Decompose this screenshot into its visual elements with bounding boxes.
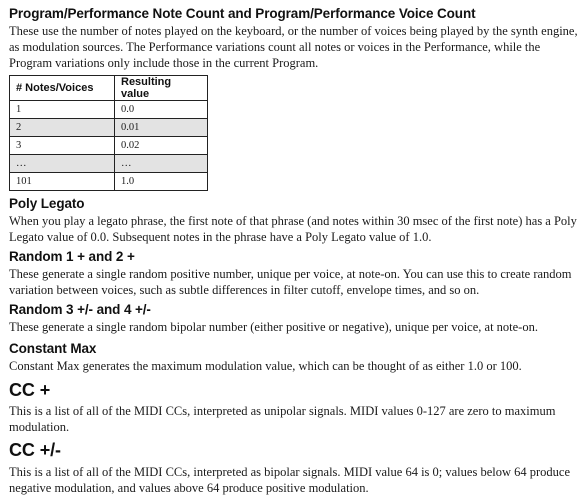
table-cell: 2 <box>10 119 115 137</box>
heading-poly-legato: Poly Legato <box>9 196 85 211</box>
table-cell: … <box>10 155 115 173</box>
table-row <box>10 119 208 137</box>
table-row <box>10 173 208 191</box>
table-cell: 0.0 <box>115 101 208 119</box>
table-header-row <box>10 76 208 101</box>
table-cell: 3 <box>10 137 115 155</box>
paragraph-random-3-4: These generate a single random bipolar number (either positive or negative), unique per voice, at note-on. <box>9 320 538 334</box>
table-row <box>10 137 208 155</box>
heading-constant-max: Constant Max <box>9 341 97 356</box>
paragraph-poly-legato: When you play a legato phrase, the first note of that phrase (and notes within 30 msec of the first note) has a Poly Legato value of 0.0. Subsequent notes in the phrase have a Poly Legato value of 1.0. <box>9 214 577 244</box>
table-cell: … <box>115 155 208 173</box>
column-header-notes-voices: # Notes/Voices <box>10 76 115 101</box>
table-cell: 101 <box>10 173 115 191</box>
table-row <box>10 155 208 173</box>
table-row <box>10 101 208 119</box>
paragraph-random-1-2: These generate a single random positive number, unique per voice, at note-on. You can use this to create random variation between voices, such as subtle differences in filter cutoff, envelope times, and so on. <box>9 267 572 297</box>
heading-note-count: Program/Performance Note Count and Program/Performance Voice Count <box>9 6 476 21</box>
paragraph-cc-plus-minus: This is a list of all of the MIDI CCs, interpreted as bipolar signals. MIDI value 64 is 0; values below 64 produce negative modulation, and values above 64 produce positive modulation. <box>9 465 571 495</box>
column-header-resulting-value: Resulting value <box>115 76 208 101</box>
heading-random-3-4: Random 3 +/- and 4 +/- <box>9 302 151 317</box>
paragraph-note-count: These use the number of notes played on the keyboard, or the number of voices being played by the synth engine, as modulation sources. The Performance variations count all notes or voices in the Performance, while the Program variations only include those in the current Program. <box>9 24 578 70</box>
table-cell: 0.02 <box>115 137 208 155</box>
table-cell: 0.01 <box>115 119 208 137</box>
paragraph-constant-max: Constant Max generates the maximum modulation value, which can be thought of as either 1.0 or 100. <box>9 359 522 373</box>
heading-cc-plus: CC + <box>9 380 51 400</box>
value-table <box>9 75 208 191</box>
heading-cc-plus-minus: CC +/- <box>9 440 61 460</box>
heading-random-1-2: Random 1 + and 2 + <box>9 249 135 264</box>
paragraph-cc-plus: This is a list of all of the MIDI CCs, interpreted as unipolar signals. MIDI values 0-127 are zero to maximum modulation. <box>9 404 556 434</box>
table-cell: 1.0 <box>115 173 208 191</box>
table-cell: 1 <box>10 101 115 119</box>
